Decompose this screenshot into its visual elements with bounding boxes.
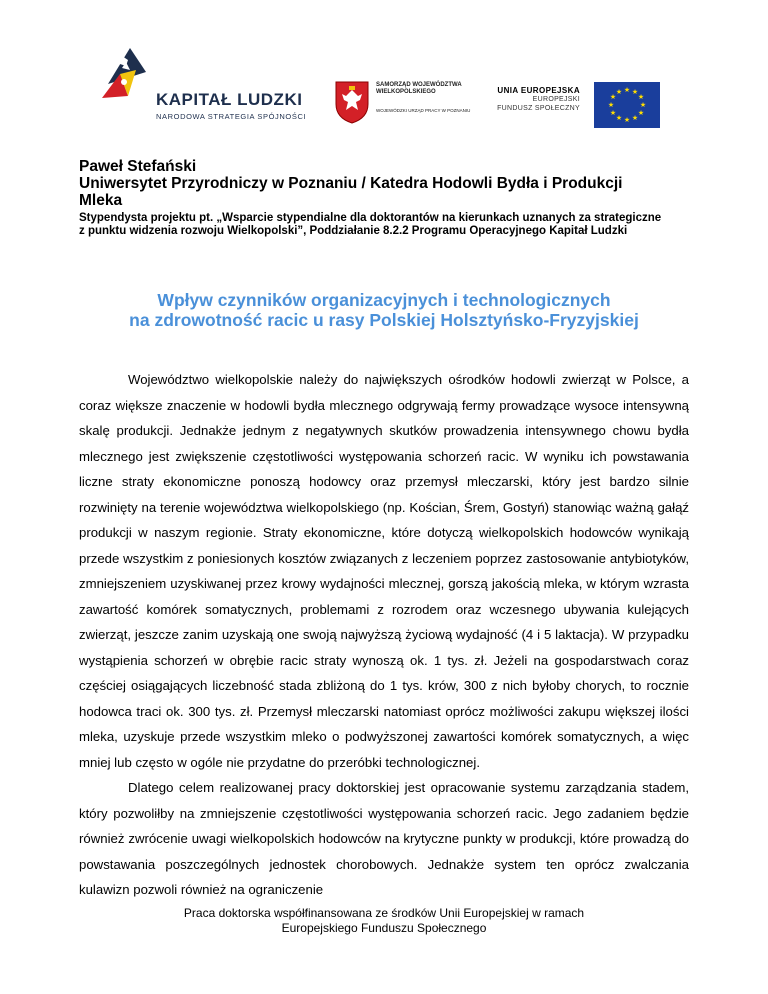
eu-line2: FUNDUSZ SPOŁECZNY bbox=[497, 105, 580, 112]
samorzad-logo bbox=[334, 80, 484, 140]
eu-line1: EUROPEJSKI bbox=[532, 96, 580, 103]
kapital-ludzki-emblem-icon bbox=[100, 44, 152, 114]
kapital-ludzki-subtitle: NARODOWA STRATEGIA SPÓJNOŚCI bbox=[156, 112, 307, 121]
footer-line-1: Praca doktorska współfinansowana ze środków Unii Europejskiej w ramach bbox=[183, 906, 585, 920]
svg-text:★: ★ bbox=[623, 86, 631, 94]
coat-of-arms-icon bbox=[334, 80, 370, 124]
title-line-2: na zdrowotność racic u rasy Polskiej Holsztyńsko-Fryzyjskiej bbox=[129, 310, 639, 330]
eu-logo bbox=[490, 82, 660, 132]
svg-text:★: ★ bbox=[607, 101, 615, 109]
kapital-ludzki-text bbox=[156, 90, 306, 121]
eu-flag-icon bbox=[594, 82, 660, 128]
svg-text:★: ★ bbox=[631, 114, 639, 122]
svg-text:★: ★ bbox=[609, 93, 617, 101]
body-paragraph-1: Województwo wielkopolskie należy do największych ośrodków hodowli zwierząt w Polsce, a coraz większe znaczenie w hodowli bydła mlecznego odgrywają fermy prowadzące wysoce intensywną skalę produkcji. Jednakże jednym z negatywnych skutków prowadzenia intensywnego chowu bydła mlecznego jest zwiększenie częstotliwości występowania schorzeń racic. W wyniku ich powstawania liczne straty ekonomiczne ponoszą hodowcy oraz przemysł mleczarski, który jest bardzo silnie rozwinięty na terenie województwa wielkopolskiego (np. Kościan, Śrem, Gostyń) stanowiąc ważną gałąź produkcji w naszym regionie. Straty ekonomiczne, które dotyczą wielkopolskich hodowców wynikają przede wszystkim z poniesionych kosztów związanych z leczeniem poprzez zastosowanie antybiotyków, zmniejszeniem uzyskiwanej przez krowy wydajności mlecznej, gorszą jakością mleka, w którym wzrasta zawartość komórek somatycznych, problemami z rozrodem oraz wczesnego ubywania kulejących zwierząt, jeszcze zanim uzyskają one swoją najwyższą życiową wydajność (4 i 5 laktacja). W przypadku wystąpienia schorzeń w obrębie racic straty wynoszą ok. 1 tys. zł. Jeżeli na gospodarstwach coraz częściej osiągających liczebność stada zbliżoną do 1 tys. krów, 300 z nich byłoby chorych, to rocznie hodowca traci ok. 300 tys. zł. Przemysł mleczarski natomiast oprócz możliwości zakupu większej ilości mleka, uzyskuje przede wszystkim mleko o podwyższonej zawartości komórek somatycznych, a więc mniej lub często w ogóle nie przydatne do przeróbki technologicznej. bbox=[79, 372, 689, 770]
svg-text:★: ★ bbox=[623, 116, 631, 124]
samorzad-title: SAMORZĄD WOJEWÓDZTWA WIELKOPOLSKIEGO bbox=[376, 82, 462, 95]
kapital-ludzki-logo bbox=[100, 58, 307, 128]
document-title bbox=[60, 290, 708, 330]
footer-line-2: Europejskiego Funduszu Społecznego bbox=[281, 921, 487, 935]
svg-text:★: ★ bbox=[637, 109, 645, 117]
eu-title: UNIA EUROPEJSKA bbox=[497, 86, 580, 95]
svg-text:★: ★ bbox=[639, 101, 647, 109]
page-footer bbox=[79, 906, 689, 936]
scholarship-note: Stypendysta projektu pt. „Wsparcie stypendialne dla doktorantów na kierunkach uznanych za strategiczne z punktu widzenia rozwoju Wielkopolski”, Poddziałanie 8.2.2 Programu Operacyjnego Kapitał Ludzki bbox=[79, 212, 662, 237]
author-name: Paweł Stefański bbox=[79, 158, 197, 175]
svg-text:★: ★ bbox=[637, 93, 645, 101]
title-line-1: Wpływ czynników organizacyjnych i technologicznych bbox=[157, 290, 611, 310]
samorzad-subtitle: WOJEWÓDZKI URZĄD PRACY W POZNANIU bbox=[376, 108, 471, 113]
document-body bbox=[79, 367, 689, 903]
author-header bbox=[79, 158, 689, 238]
affiliation: Uniwersytet Przyrodniczy w Poznaniu / Katedra Hodowli Bydła i Produkcji Mleka bbox=[79, 175, 623, 209]
svg-text:★: ★ bbox=[609, 109, 617, 117]
svg-text:★: ★ bbox=[615, 88, 623, 96]
eu-text bbox=[497, 86, 580, 113]
body-paragraph-2: Dlatego celem realizowanej pracy doktorskiej jest opracowanie systemu zarządzania stadem, który pozwoliłby na zmniejszenie częstotliwości występowania schorzeń racic. Jego zadaniem będzie również zwrócenie uwagi wielkopolskich hodowców na krytyczne punkty w produkcji, które prowadzą do powstawania poszczególnych jednostek chorobowych. Jednakże system ten oprócz zwalczania kulawizn pozwoli również na ograniczenie bbox=[79, 780, 689, 897]
svg-text:★: ★ bbox=[631, 88, 639, 96]
logo-bar bbox=[0, 0, 768, 150]
svg-text:★: ★ bbox=[615, 114, 623, 122]
kapital-ludzki-title: KAPITAŁ LUDZKI bbox=[156, 90, 303, 109]
